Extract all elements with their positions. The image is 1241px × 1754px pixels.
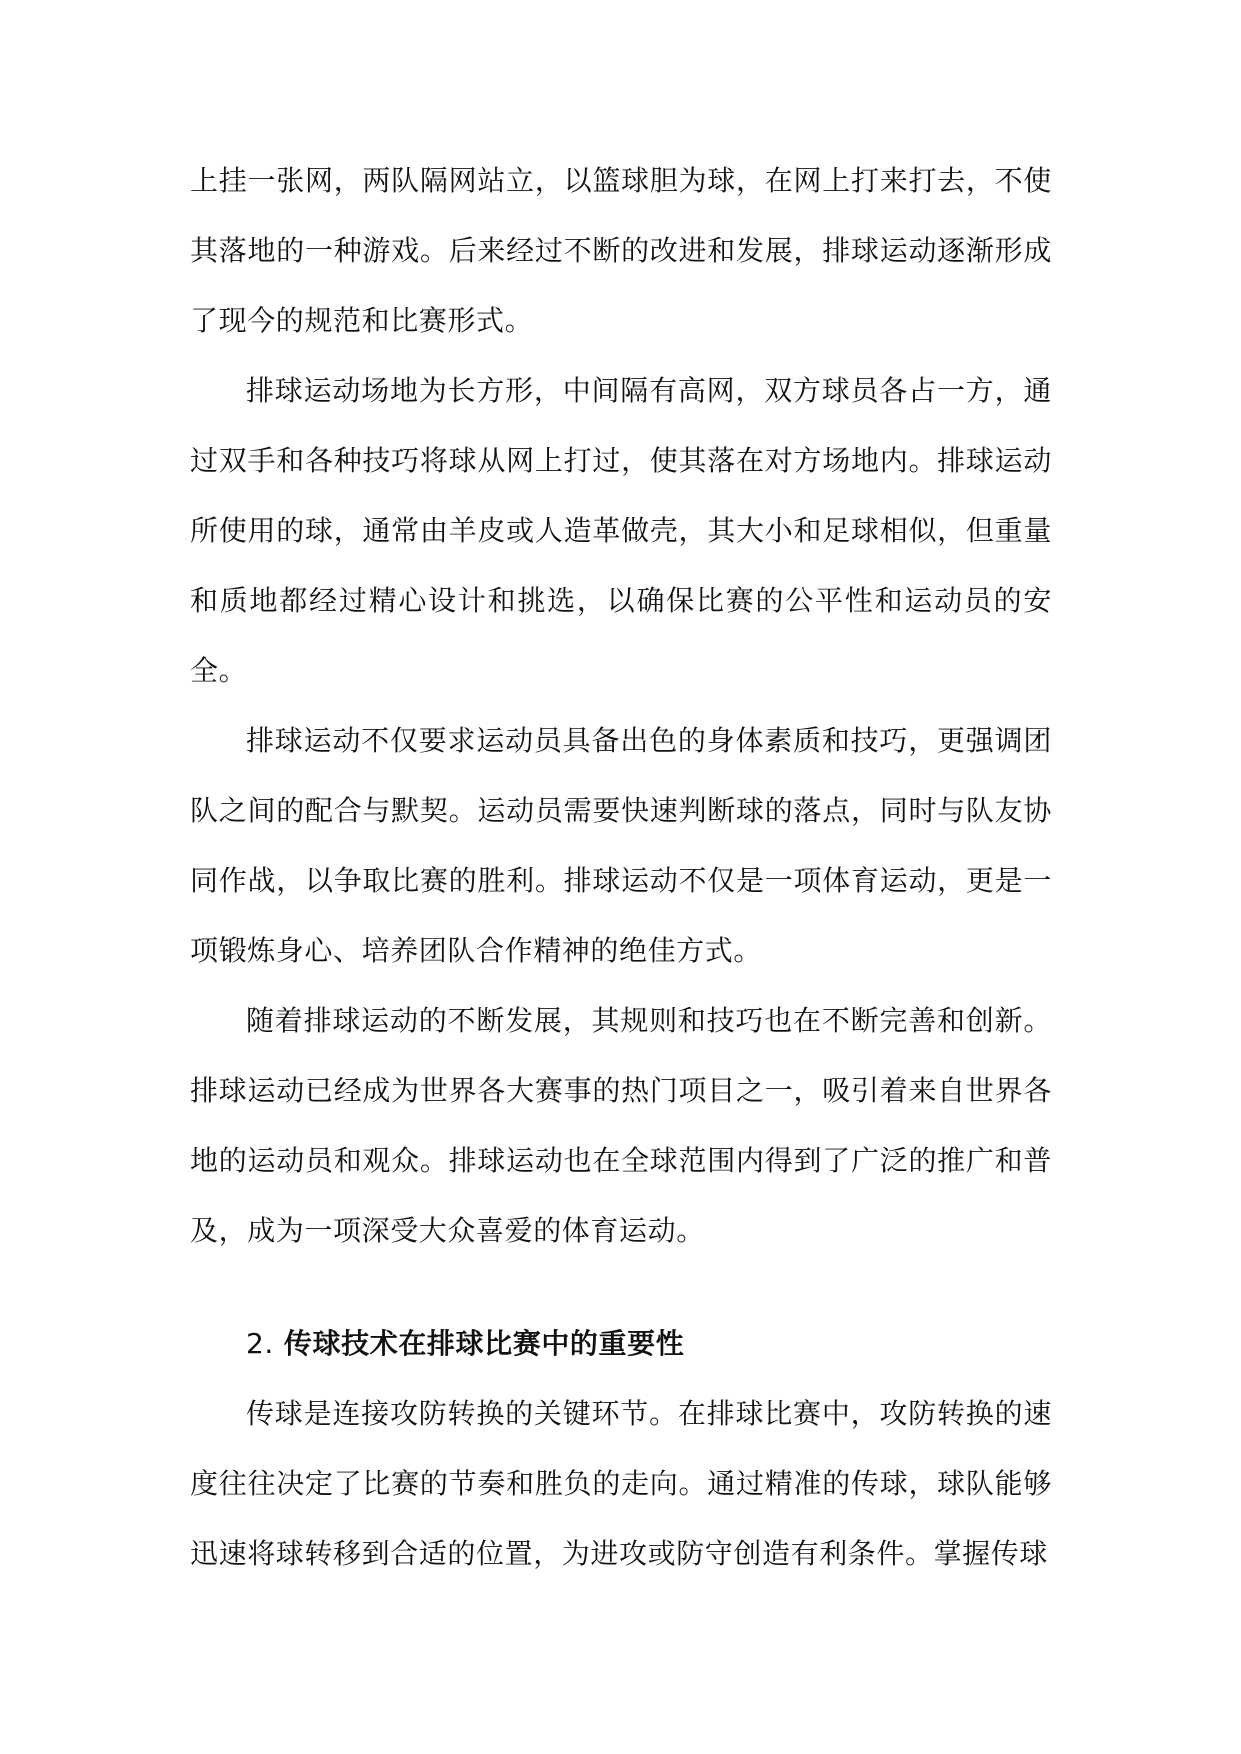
section-title: 传球技术在排球比赛中的重要性 [283, 1327, 685, 1360]
paragraph-development: 随着排球运动的不断发展，其规则和技巧也在不断完善和创新。排球运动已经成为世界各大赛事的热门项目之一，吸引着来自世界各地的运动员和观众。排球运动也在全球范围内得到了广泛的推广和普及，成为一项深受大众喜爱的体育运动。 [190, 1004, 1052, 1247]
paragraph-court-description: 排球运动场地为长方形，中间隔有高网，双方球员各占一方，通过双手和各种技巧将球从网上打过，使其落在对方场地内。排球运动所使用的球，通常由羊皮或人造革做壳，其大小和足球相似，但重量和质地都经过精心设计和挑选，以确保比赛的公平性和运动员的安全。 [190, 374, 1052, 687]
paragraph-teamwork: 排球运动不仅要求运动员具备出色的身体素质和技巧，更强调团队之间的配合与默契。运动员需要快速判断球的落点，同时与队友协同作战，以争取比赛的胜利。排球运动不仅是一项体育运动，更是一项锻炼身心、培养团队合作精神的绝佳方式。 [190, 724, 1052, 967]
section-heading [190, 1309, 1052, 1379]
document-body [190, 146, 1052, 1589]
paragraph-passing-importance: 传球是连接攻防转换的关键环节。在排球比赛中，攻防转换的速度往往决定了比赛的节奏和胜负的走向。通过精准的传球，球队能够迅速将球转移到合适的位置，为进攻或防守创造有利条件。掌握传球 [190, 1397, 1052, 1570]
section-number: 2. [246, 1327, 274, 1360]
paragraph-continuation: 上挂一张网，两队隔网站立，以篮球胆为球，在网上打来打去，不使其落地的一种游戏。后来经过不断的改进和发展，排球运动逐渐形成了现今的规范和比赛形式。 [190, 164, 1052, 337]
